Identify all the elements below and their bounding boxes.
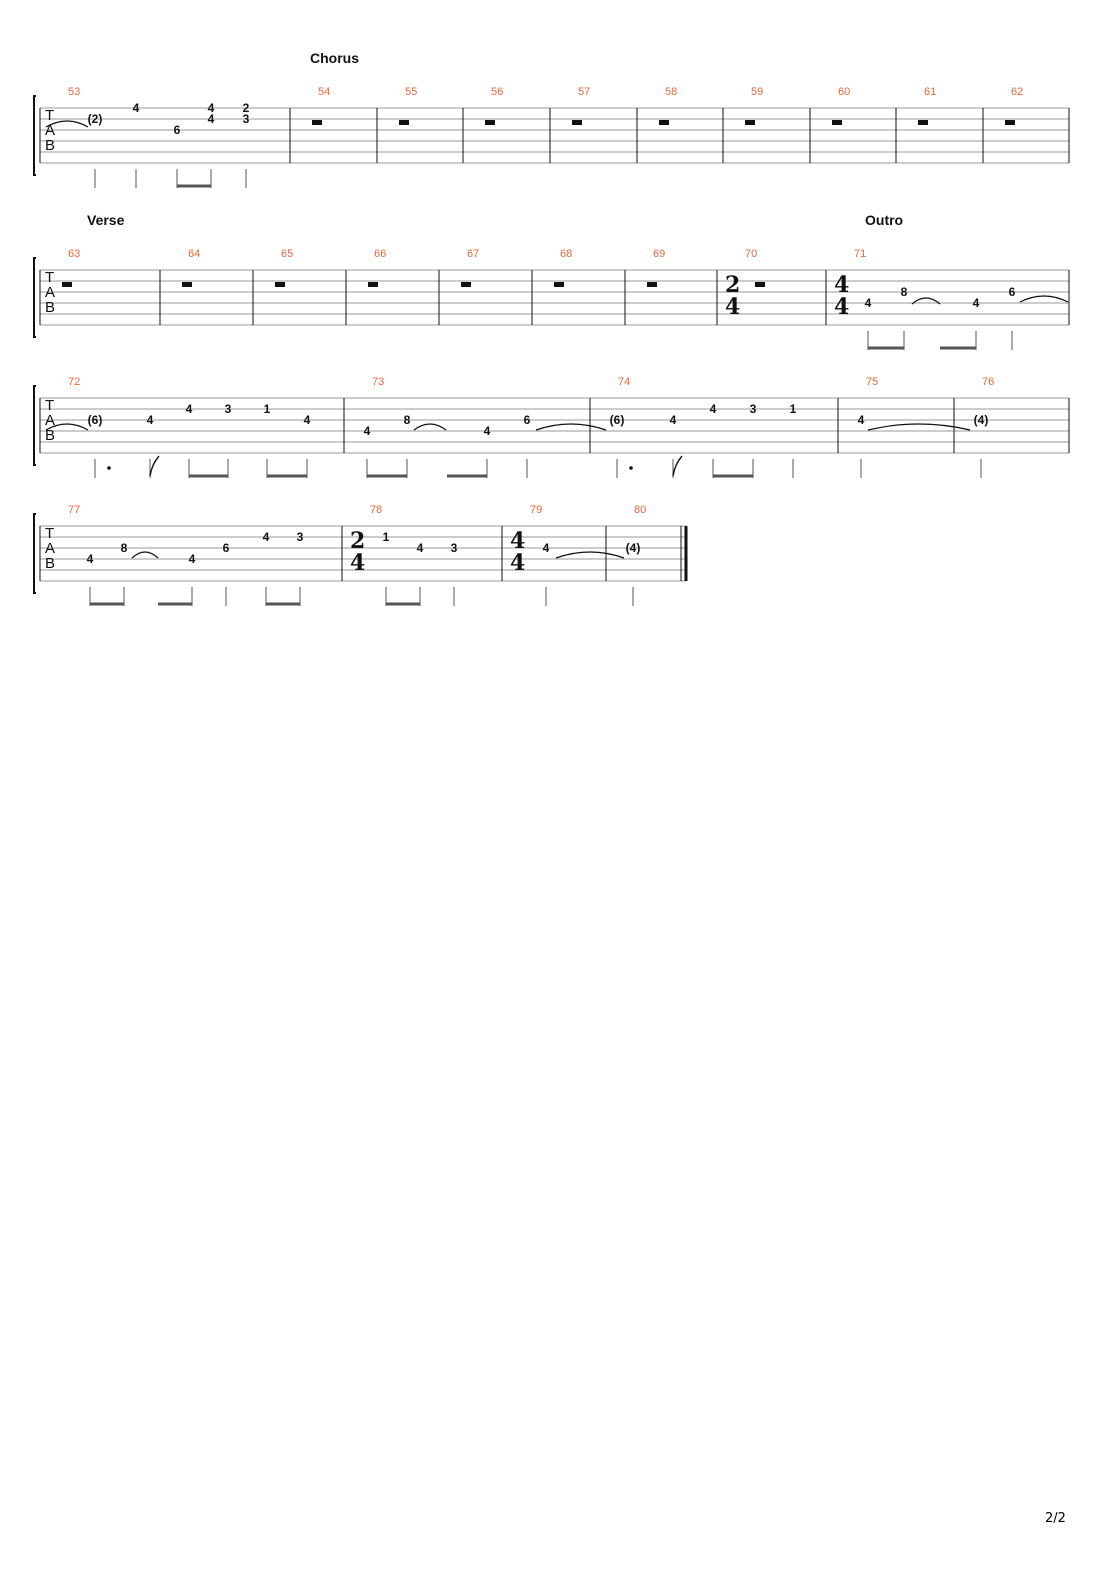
page-number: 2/2 bbox=[1045, 1511, 1066, 1526]
system-bracket bbox=[34, 258, 36, 337]
measure-number: 74 bbox=[618, 376, 631, 388]
fret-number: 4 bbox=[864, 296, 872, 310]
fret-number: 4 bbox=[207, 112, 215, 126]
fret-number: 4 bbox=[207, 101, 215, 115]
measure-number: 62 bbox=[1011, 86, 1024, 98]
tab-clef-letter: T bbox=[45, 397, 55, 414]
measure-number: 65 bbox=[281, 248, 294, 260]
whole-rest bbox=[275, 282, 285, 287]
time-signature-numerator: 2 bbox=[350, 528, 366, 554]
fret-number: 4 bbox=[416, 541, 424, 555]
measure-number: 69 bbox=[653, 248, 666, 260]
tab-clef-letter: T bbox=[45, 525, 55, 542]
fret-number: 4 bbox=[709, 402, 717, 416]
tab-clef-letter: A bbox=[45, 540, 56, 557]
time-signature-denominator: 4 bbox=[510, 550, 526, 576]
fret-number: 1 bbox=[263, 402, 271, 416]
fret-number: 4 bbox=[86, 552, 94, 566]
fret-number: 1 bbox=[789, 402, 797, 416]
section-label: Outro bbox=[865, 212, 904, 228]
note-flag bbox=[673, 456, 682, 476]
tab-clef-letter: A bbox=[45, 122, 56, 139]
measure-number: 70 bbox=[745, 248, 758, 260]
section-label: Chorus bbox=[310, 50, 359, 66]
section-label: Verse bbox=[87, 212, 125, 228]
measure-number: 77 bbox=[68, 504, 81, 516]
whole-rest bbox=[755, 282, 765, 287]
fret-number: 4 bbox=[857, 413, 865, 427]
time-signature-denominator: 4 bbox=[350, 550, 366, 576]
measure-number: 76 bbox=[982, 376, 995, 388]
tab-clef-letter: B bbox=[45, 555, 56, 572]
measure-number: 78 bbox=[370, 504, 383, 516]
measure-number: 53 bbox=[68, 86, 81, 98]
measure-number: 59 bbox=[751, 86, 764, 98]
fret-number: (6) bbox=[87, 413, 103, 427]
rhythm-dot bbox=[107, 466, 111, 470]
whole-rest bbox=[485, 120, 495, 125]
fret-number: 4 bbox=[146, 413, 154, 427]
measure-number: 55 bbox=[405, 86, 418, 98]
fret-number: 6 bbox=[1008, 285, 1016, 299]
tab-clef-letter: B bbox=[45, 427, 56, 444]
measure-number: 68 bbox=[560, 248, 573, 260]
whole-rest bbox=[461, 282, 471, 287]
fret-number: 3 bbox=[242, 112, 250, 126]
measure-number: 75 bbox=[866, 376, 879, 388]
fret-number: 4 bbox=[669, 413, 677, 427]
fret-number: 4 bbox=[363, 424, 371, 438]
fret-number: 2 bbox=[242, 101, 250, 115]
fret-number: 1 bbox=[382, 530, 390, 544]
tab-clef-letter: B bbox=[45, 299, 56, 316]
fret-number: 3 bbox=[450, 541, 458, 555]
fret-number: 6 bbox=[222, 541, 230, 555]
whole-rest bbox=[368, 282, 378, 287]
whole-rest bbox=[312, 120, 322, 125]
whole-rest bbox=[62, 282, 72, 287]
measure-number: 54 bbox=[318, 86, 331, 98]
tab-clef-letter: T bbox=[45, 269, 55, 286]
whole-rest bbox=[1005, 120, 1015, 125]
measure-number: 67 bbox=[467, 248, 480, 260]
measure-number: 66 bbox=[374, 248, 387, 260]
fret-number: 4 bbox=[972, 296, 980, 310]
whole-rest bbox=[659, 120, 669, 125]
measure-number: 80 bbox=[634, 504, 647, 516]
tab-clef-letter: A bbox=[45, 412, 56, 429]
measure-number: 73 bbox=[372, 376, 385, 388]
fret-number: 4 bbox=[262, 530, 270, 544]
whole-rest bbox=[647, 282, 657, 287]
tie-arc bbox=[132, 552, 158, 558]
fret-number: 3 bbox=[296, 530, 304, 544]
time-signature-denominator: 4 bbox=[725, 294, 741, 320]
measure-number: 72 bbox=[68, 376, 81, 388]
fret-number: 8 bbox=[900, 285, 908, 299]
tab-clef-letter: T bbox=[45, 107, 55, 124]
fret-number: 4 bbox=[185, 402, 193, 416]
fret-number: 6 bbox=[173, 123, 181, 137]
fret-number: 4 bbox=[132, 101, 140, 115]
tab-clef-letter: B bbox=[45, 137, 56, 154]
system-bracket bbox=[34, 514, 36, 593]
whole-rest bbox=[182, 282, 192, 287]
tie-arc bbox=[414, 424, 446, 430]
measure-number: 58 bbox=[665, 86, 678, 98]
measure-number: 60 bbox=[838, 86, 851, 98]
fret-number: 3 bbox=[224, 402, 232, 416]
tie-arc bbox=[556, 552, 624, 558]
time-signature-numerator: 4 bbox=[510, 528, 526, 554]
measure-number: 61 bbox=[924, 86, 937, 98]
whole-rest bbox=[572, 120, 582, 125]
fret-number: 8 bbox=[120, 541, 128, 555]
measure-number: 64 bbox=[188, 248, 201, 260]
whole-rest bbox=[399, 120, 409, 125]
whole-rest bbox=[832, 120, 842, 125]
rhythm-dot bbox=[629, 466, 633, 470]
note-flag bbox=[150, 456, 159, 476]
measure-number: 57 bbox=[578, 86, 591, 98]
time-signature-numerator: 2 bbox=[725, 272, 741, 298]
fret-number: 4 bbox=[188, 552, 196, 566]
measure-number: 63 bbox=[68, 248, 81, 260]
measure-number: 56 bbox=[491, 86, 504, 98]
measure-number: 71 bbox=[854, 248, 867, 260]
tab-clef-letter: A bbox=[45, 284, 56, 301]
system-bracket bbox=[34, 386, 36, 465]
fret-number: 3 bbox=[749, 402, 757, 416]
fret-number: 8 bbox=[403, 413, 411, 427]
time-signature-denominator: 4 bbox=[834, 294, 850, 320]
system-bracket bbox=[34, 96, 36, 175]
fret-number: 6 bbox=[523, 413, 531, 427]
measure-number: 79 bbox=[530, 504, 543, 516]
time-signature-numerator: 4 bbox=[834, 272, 850, 298]
fret-number: (6) bbox=[609, 413, 625, 427]
whole-rest bbox=[554, 282, 564, 287]
whole-rest bbox=[745, 120, 755, 125]
tie-arc bbox=[1020, 296, 1068, 302]
fret-number: 4 bbox=[303, 413, 311, 427]
fret-number: (4) bbox=[625, 541, 641, 555]
fret-number: (4) bbox=[973, 413, 989, 427]
tie-arc bbox=[536, 424, 606, 430]
whole-rest bbox=[918, 120, 928, 125]
fret-number: (2) bbox=[87, 112, 103, 126]
fret-number: 4 bbox=[542, 541, 550, 555]
fret-number: 4 bbox=[483, 424, 491, 438]
tie-arc bbox=[868, 424, 970, 430]
